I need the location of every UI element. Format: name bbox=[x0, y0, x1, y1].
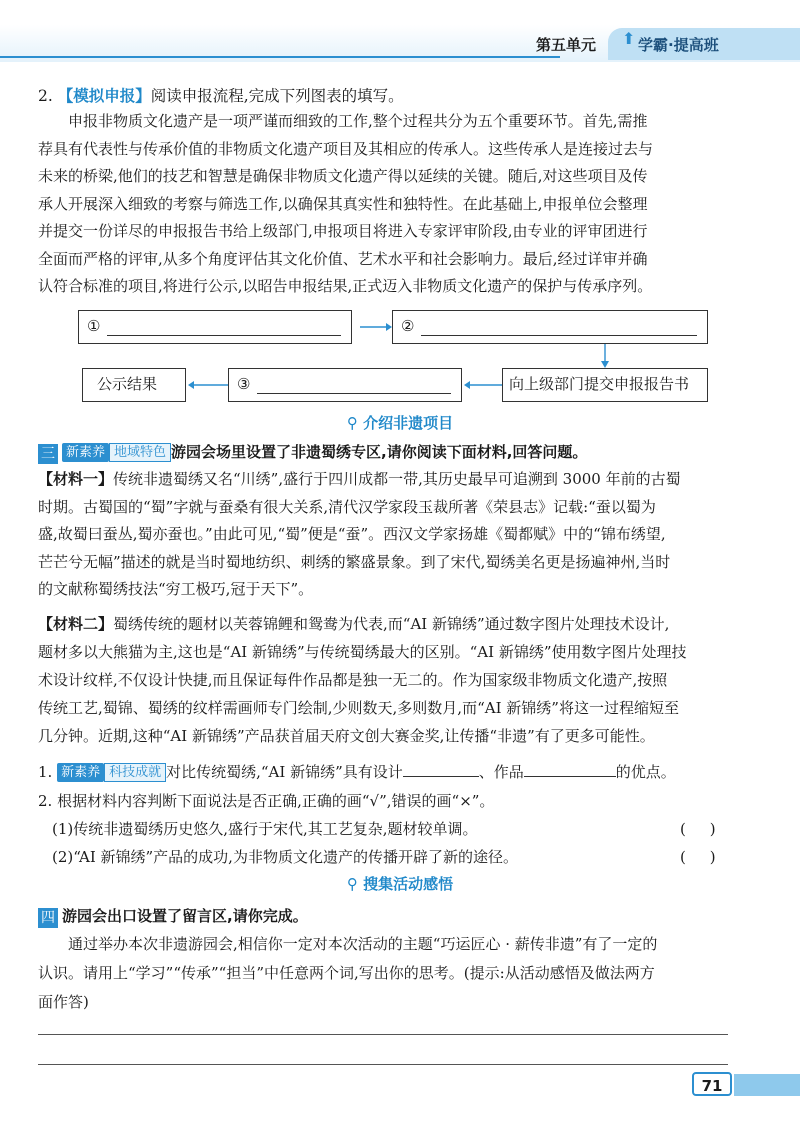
passage-line: 申报非物质文化遗产是一项严谨而细致的工作,整个过程共分为五个重要环节。首先,需推 bbox=[68, 112, 648, 130]
material-line: 传统非遗蜀绣又名“川绣”,盛行于四川成都一带,其历史最早可追溯到 3000 年前的古蜀 bbox=[113, 470, 681, 488]
answer-line[interactable] bbox=[38, 1034, 728, 1035]
judge-item-1-text: (1)传统非遗蜀绣历史悠久,盛行于宋代,其工艺复杂,题材较单调。 bbox=[52, 820, 478, 838]
material-line: 传统工艺,蜀锦、蜀绣的纹样需画师专门绘制,少则数天,多则数月,而“AI 新锦绣”将这一过程缩短至 bbox=[38, 699, 679, 717]
material-2-label: 【材料二】 bbox=[38, 615, 114, 633]
arrow-down-icon bbox=[598, 344, 612, 368]
part3-question-2 bbox=[38, 788, 494, 814]
material-2 bbox=[38, 610, 746, 750]
flow-box-1-label: ① bbox=[87, 317, 101, 335]
flow-box-3-blank bbox=[257, 393, 451, 394]
search-icon: ⚲ bbox=[346, 414, 358, 432]
flow-box-2[interactable] bbox=[392, 310, 708, 344]
flow-box-2-label: ② bbox=[401, 317, 415, 335]
arrow-left-icon bbox=[186, 376, 228, 394]
part4-line: 面作答) bbox=[38, 993, 89, 1011]
passage-line: 承人开展深入细致的考察与筛选工作,以确保其真实性和独特性。在此基础上,申报单位会整理 bbox=[38, 194, 648, 213]
q1-blank-2[interactable] bbox=[524, 776, 616, 777]
judge-paren-1[interactable]: ( ) bbox=[680, 820, 716, 838]
arrow-left-icon bbox=[462, 376, 502, 394]
section-title-reflection bbox=[0, 873, 800, 894]
page-number: 71 bbox=[692, 1072, 732, 1096]
flow-box-1[interactable] bbox=[78, 310, 352, 344]
q2-tag: 【模拟申报】 bbox=[57, 86, 151, 105]
q1-text-a: 对比传统蜀绣,“AI 新锦绣”具有设计 bbox=[166, 763, 403, 781]
material-line: 时期。古蜀国的“蜀”字就与蚕桑有很大关系,清代汉学家段玉裁所著《荣县志》记载:“蚕以蜀为 bbox=[38, 497, 656, 516]
q2j-number: 2. bbox=[38, 792, 53, 810]
flow-box-result bbox=[82, 368, 186, 402]
flow-box-2-blank bbox=[421, 335, 697, 336]
section-title-intro-text: 介绍非遗项目 bbox=[363, 414, 454, 432]
part4-number: 四 bbox=[38, 908, 58, 928]
flow-box-3[interactable] bbox=[228, 368, 462, 402]
q2-heading bbox=[38, 84, 404, 108]
q2-passage bbox=[38, 108, 746, 301]
material-line: 题材多以大熊猫为主,这也是“AI 新锦绣”与传统蜀绣最大的区别。“AI 新锦绣”使用数字图片处理技 bbox=[38, 643, 687, 661]
material-line: 芒芒兮无幅”描述的就是当时蜀地纺织、刺绣的繁盛景象。到了宋代,蜀绣美名更是扬遍神州,当时 bbox=[38, 552, 671, 571]
flame-icon: ⬆ bbox=[622, 29, 636, 48]
part3-tag-2: 地域特色 bbox=[109, 443, 171, 462]
q2j-text: 根据材料内容判断下面说法是否正确,正确的画“√”,错误的画“×”。 bbox=[57, 792, 495, 810]
passage-line: 未来的桥梁,他们的技艺和智慧是确保非物质文化遗产得以延续的关键。随后,对这些项目及传 bbox=[38, 167, 648, 185]
q1-tag-1: 新素养 bbox=[57, 763, 104, 782]
header-unit: 第五单元 bbox=[536, 36, 597, 54]
search-icon: ⚲ bbox=[346, 875, 358, 893]
material-line: 盛,故蜀曰蚕丛,蜀亦蚕也。”由此可见,“蜀”便是“蚕”。西汉文学家扬雄《蜀都赋》中的“锦布绣望, bbox=[38, 525, 666, 543]
passage-line: 认符合标准的项目,将进行公示,以昭告申报结果,正式迈入非物质文化遗产的保护与传承序列。 bbox=[38, 277, 653, 295]
q1-text-c: 的优点。 bbox=[615, 763, 676, 781]
flow-box-3-label: ③ bbox=[237, 375, 251, 393]
section-title-intro bbox=[0, 412, 800, 433]
answer-line[interactable] bbox=[38, 1064, 728, 1065]
arrow-right-icon bbox=[358, 318, 392, 336]
part3-question-1 bbox=[38, 760, 676, 784]
part4-heading bbox=[38, 904, 308, 928]
material-line: 几分钟。近期,这种“AI 新锦绣”产品获首届天府文创大赛金奖,让传播“非遗”有了更多可能性。 bbox=[38, 727, 655, 745]
material-1-label: 【材料一】 bbox=[38, 470, 114, 488]
header-left-line bbox=[0, 56, 560, 58]
material-line: 蜀绣传统的题材以芙蓉锦鲤和鸳鸯为代表,而“AI 新锦绣”通过数字图片处理技术设计, bbox=[113, 615, 670, 633]
part4-line: 通过举办本次非遗游园会,相信你一定对本次活动的主题“巧运匠心 · 薪传非遗”有了一定的 bbox=[68, 935, 658, 953]
header-brand-box bbox=[608, 28, 800, 60]
page-number-bar bbox=[734, 1074, 800, 1096]
q1-blank-1[interactable] bbox=[403, 776, 479, 777]
part3-number: 三 bbox=[38, 444, 58, 464]
judge-item-2-text: (2)“AI 新锦绣”产品的成功,为非物质文化遗产的传播开辟了新的途径。 bbox=[52, 848, 518, 866]
part3-heading bbox=[38, 440, 587, 464]
q2-prompt: 阅读申报流程,完成下列图表的填写。 bbox=[150, 87, 404, 105]
flow-result-label: 公示结果 bbox=[97, 375, 158, 393]
flow-box-1-blank bbox=[107, 335, 341, 336]
material-line: 术设计纹样,不仅设计快捷,而且保证每件作品都是独一无二的。作为国家级非物质文化遗产,按照 bbox=[38, 671, 668, 689]
part3-tag-1: 新素养 bbox=[62, 443, 109, 462]
q1-text-b: 、作品 bbox=[478, 763, 524, 781]
passage-line: 全面而严格的评审,从多个角度评估其文化价值、艺术水平和社会影响力。最后,经过详审并确 bbox=[38, 249, 648, 268]
q2-number: 2. bbox=[38, 87, 53, 105]
judge-item-1 bbox=[52, 816, 478, 842]
passage-line: 荐具有代表性与传承价值的非物质文化遗产项目及其相应的传承人。这些传承人是连接过去与 bbox=[38, 139, 654, 158]
part4-passage bbox=[38, 930, 746, 1017]
judge-paren-2[interactable]: ( ) bbox=[680, 848, 716, 866]
part3-prompt: 游园会场里设置了非遗蜀绣专区,请你阅读下面材料,回答问题。 bbox=[171, 443, 588, 461]
part4-prompt: 游园会出口设置了留言区,请你完成。 bbox=[62, 907, 308, 925]
flow-box-submit bbox=[502, 368, 708, 402]
header-brand: 学霸·提高班 bbox=[638, 36, 719, 54]
material-line: 的文献称蜀绣技法“穷工极巧,冠于天下”。 bbox=[38, 580, 314, 598]
section-title-reflection-text: 搜集活动感悟 bbox=[363, 875, 454, 893]
passage-line: 并提交一份详尽的申报报告书给上级部门,申报项目将进入专家评审阶段,由专业的评审团进行 bbox=[38, 222, 648, 240]
q1-number: 1. bbox=[38, 763, 53, 781]
q1-tag-2: 科技成就 bbox=[104, 763, 166, 782]
flow-submit-label: 向上级部门提交申报报告书 bbox=[509, 375, 690, 393]
part4-line: 认识。请用上“学习”“传承”“担当”中任意两个词,写出你的思考。(提示:从活动感悟及做法两方 bbox=[38, 964, 655, 982]
material-1 bbox=[38, 466, 746, 604]
judge-item-2 bbox=[52, 844, 518, 870]
